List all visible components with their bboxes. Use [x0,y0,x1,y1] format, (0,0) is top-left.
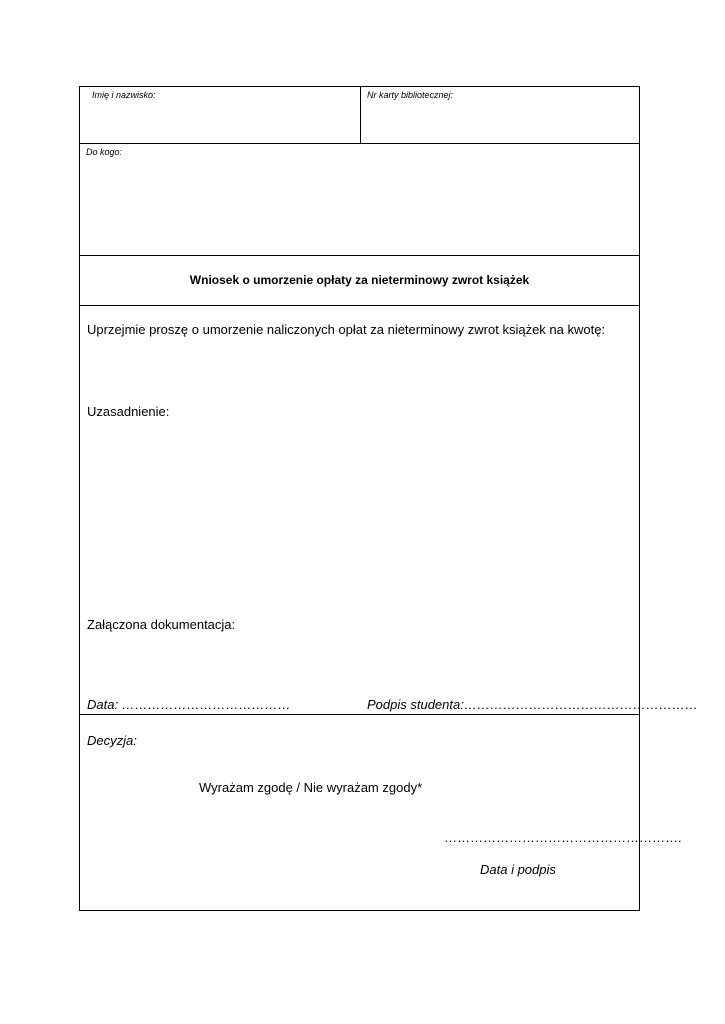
justification-label: Uzasadnienie: [87,404,170,419]
student-signature-field: Podpis studenta:……………………………………………… [367,697,698,712]
header-row [80,87,639,144]
date-field: Data: ………………………………… [87,697,291,712]
recipient-label: Do kogo: [86,147,123,157]
library-card-label: Nr karty bibliotecznej: [367,90,454,100]
decision-signature-line: ………………………………………………. [444,830,682,845]
decision-options: Wyrażam zgodę / Nie wyrażam zgody* [199,780,423,795]
attachments-label: Załączona dokumentacja: [87,617,236,632]
decision-label: Decyzja: [87,733,137,748]
name-label: Imię i nazwisko: [92,90,156,100]
request-body[interactable] [80,306,698,715]
date-and-signature-label: Data i podpis [480,862,556,877]
request-text: Uprzejmie proszę o umorzenie naliczonych opłat za nieterminowy zwrot książek na kwotę: [87,322,606,337]
decision-section [80,715,682,910]
request-form [79,86,698,911]
recipient-cell[interactable] [80,144,639,256]
library-card-cell[interactable] [361,87,639,143]
form-title: Wniosek o umorzenie opłaty za nieterminowy zwrot książek [189,273,530,287]
title-row [80,256,639,306]
name-cell[interactable] [80,87,361,143]
